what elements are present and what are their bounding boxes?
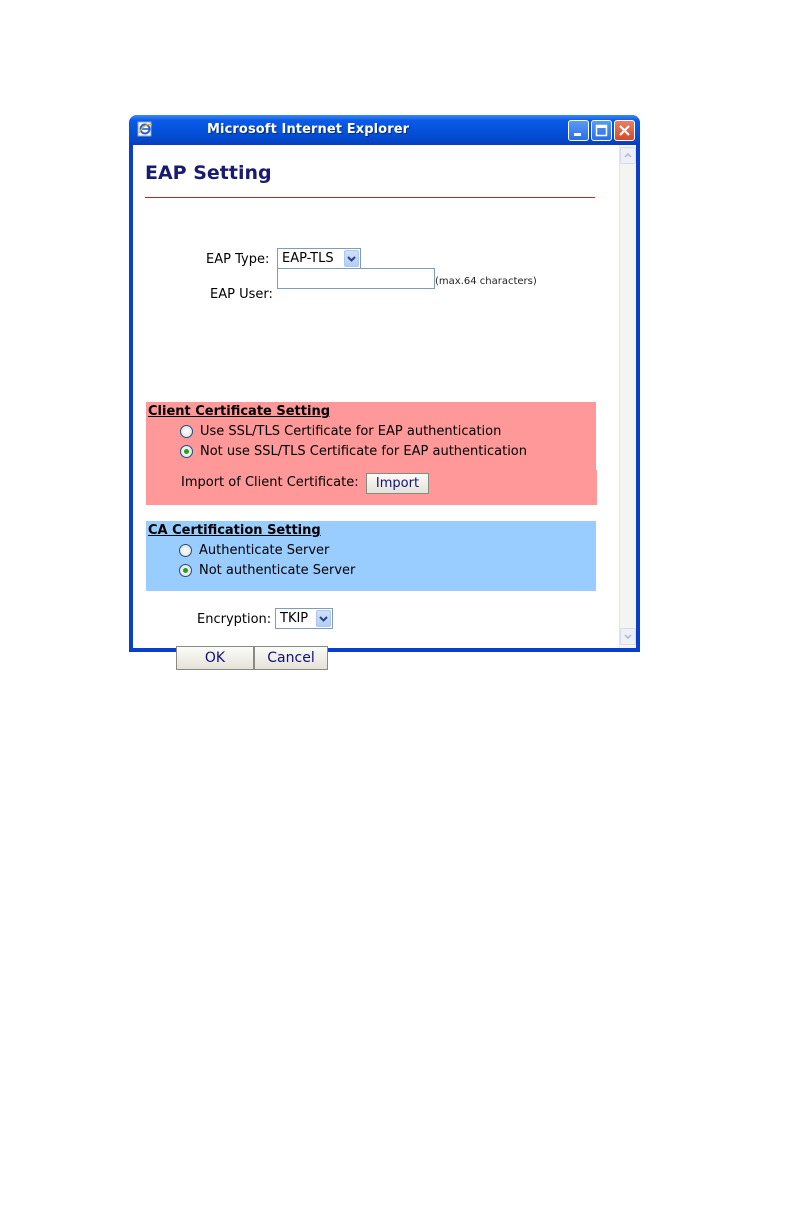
- use-ssl-label: Use SSL/TLS Certificate for EAP authentication: [200, 424, 502, 439]
- not-authenticate-server-radio[interactable]: [179, 564, 192, 577]
- close-icon: [615, 121, 634, 140]
- import-client-certificate-label: Import of Client Certificate:: [181, 475, 359, 490]
- window-title: Microsoft Internet Explorer: [207, 122, 410, 137]
- ie-icon: [137, 121, 153, 137]
- scroll-up-icon: [621, 148, 635, 163]
- vertical-scrollbar[interactable]: [619, 145, 636, 648]
- authenticate-server-label: Authenticate Server: [199, 543, 330, 558]
- minimize-icon: [569, 121, 588, 140]
- encryption-select[interactable]: [275, 608, 333, 629]
- eap-user-label: EAP User:: [210, 287, 273, 302]
- maximize-icon: [592, 121, 611, 140]
- scroll-down-button[interactable]: [620, 628, 636, 645]
- minimize-button[interactable]: [568, 120, 589, 141]
- page-title: EAP Setting: [145, 162, 272, 184]
- not-use-ssl-radio[interactable]: [180, 445, 193, 458]
- encryption-label: Encryption:: [197, 612, 272, 627]
- title-bar[interactable]: [129, 115, 640, 145]
- eap-type-value: EAP-TLS: [282, 251, 334, 266]
- ok-button[interactable]: OK: [176, 646, 254, 670]
- client-certificate-title: Client Certificate Setting: [148, 404, 330, 419]
- import-button[interactable]: Import: [366, 473, 429, 494]
- encryption-value: TKIP: [280, 611, 309, 626]
- eap-user-input[interactable]: [277, 268, 435, 289]
- scroll-down-icon: [621, 629, 635, 644]
- close-button[interactable]: [614, 120, 635, 141]
- eap-type-label: EAP Type:: [206, 252, 270, 267]
- client-certificate-section-edge: [595, 470, 597, 505]
- cancel-button[interactable]: Cancel: [254, 646, 328, 670]
- chevron-down-icon: [344, 250, 359, 267]
- browser-dialog-window: [129, 115, 640, 666]
- scroll-up-button[interactable]: [620, 147, 636, 164]
- title-divider: [145, 197, 595, 198]
- authenticate-server-radio[interactable]: [179, 544, 192, 557]
- not-use-ssl-label: Not use SSL/TLS Certificate for EAP authentication: [200, 444, 527, 459]
- eap-type-select[interactable]: [277, 248, 361, 269]
- maximize-button[interactable]: [591, 120, 612, 141]
- not-authenticate-server-label: Not authenticate Server: [199, 563, 356, 578]
- eap-user-hint: (max.64 characters): [435, 276, 537, 287]
- ca-certification-title: CA Certification Setting: [148, 523, 321, 538]
- chevron-down-icon: [316, 610, 331, 627]
- use-ssl-radio[interactable]: [180, 425, 193, 438]
- dialog-content: [133, 145, 636, 666]
